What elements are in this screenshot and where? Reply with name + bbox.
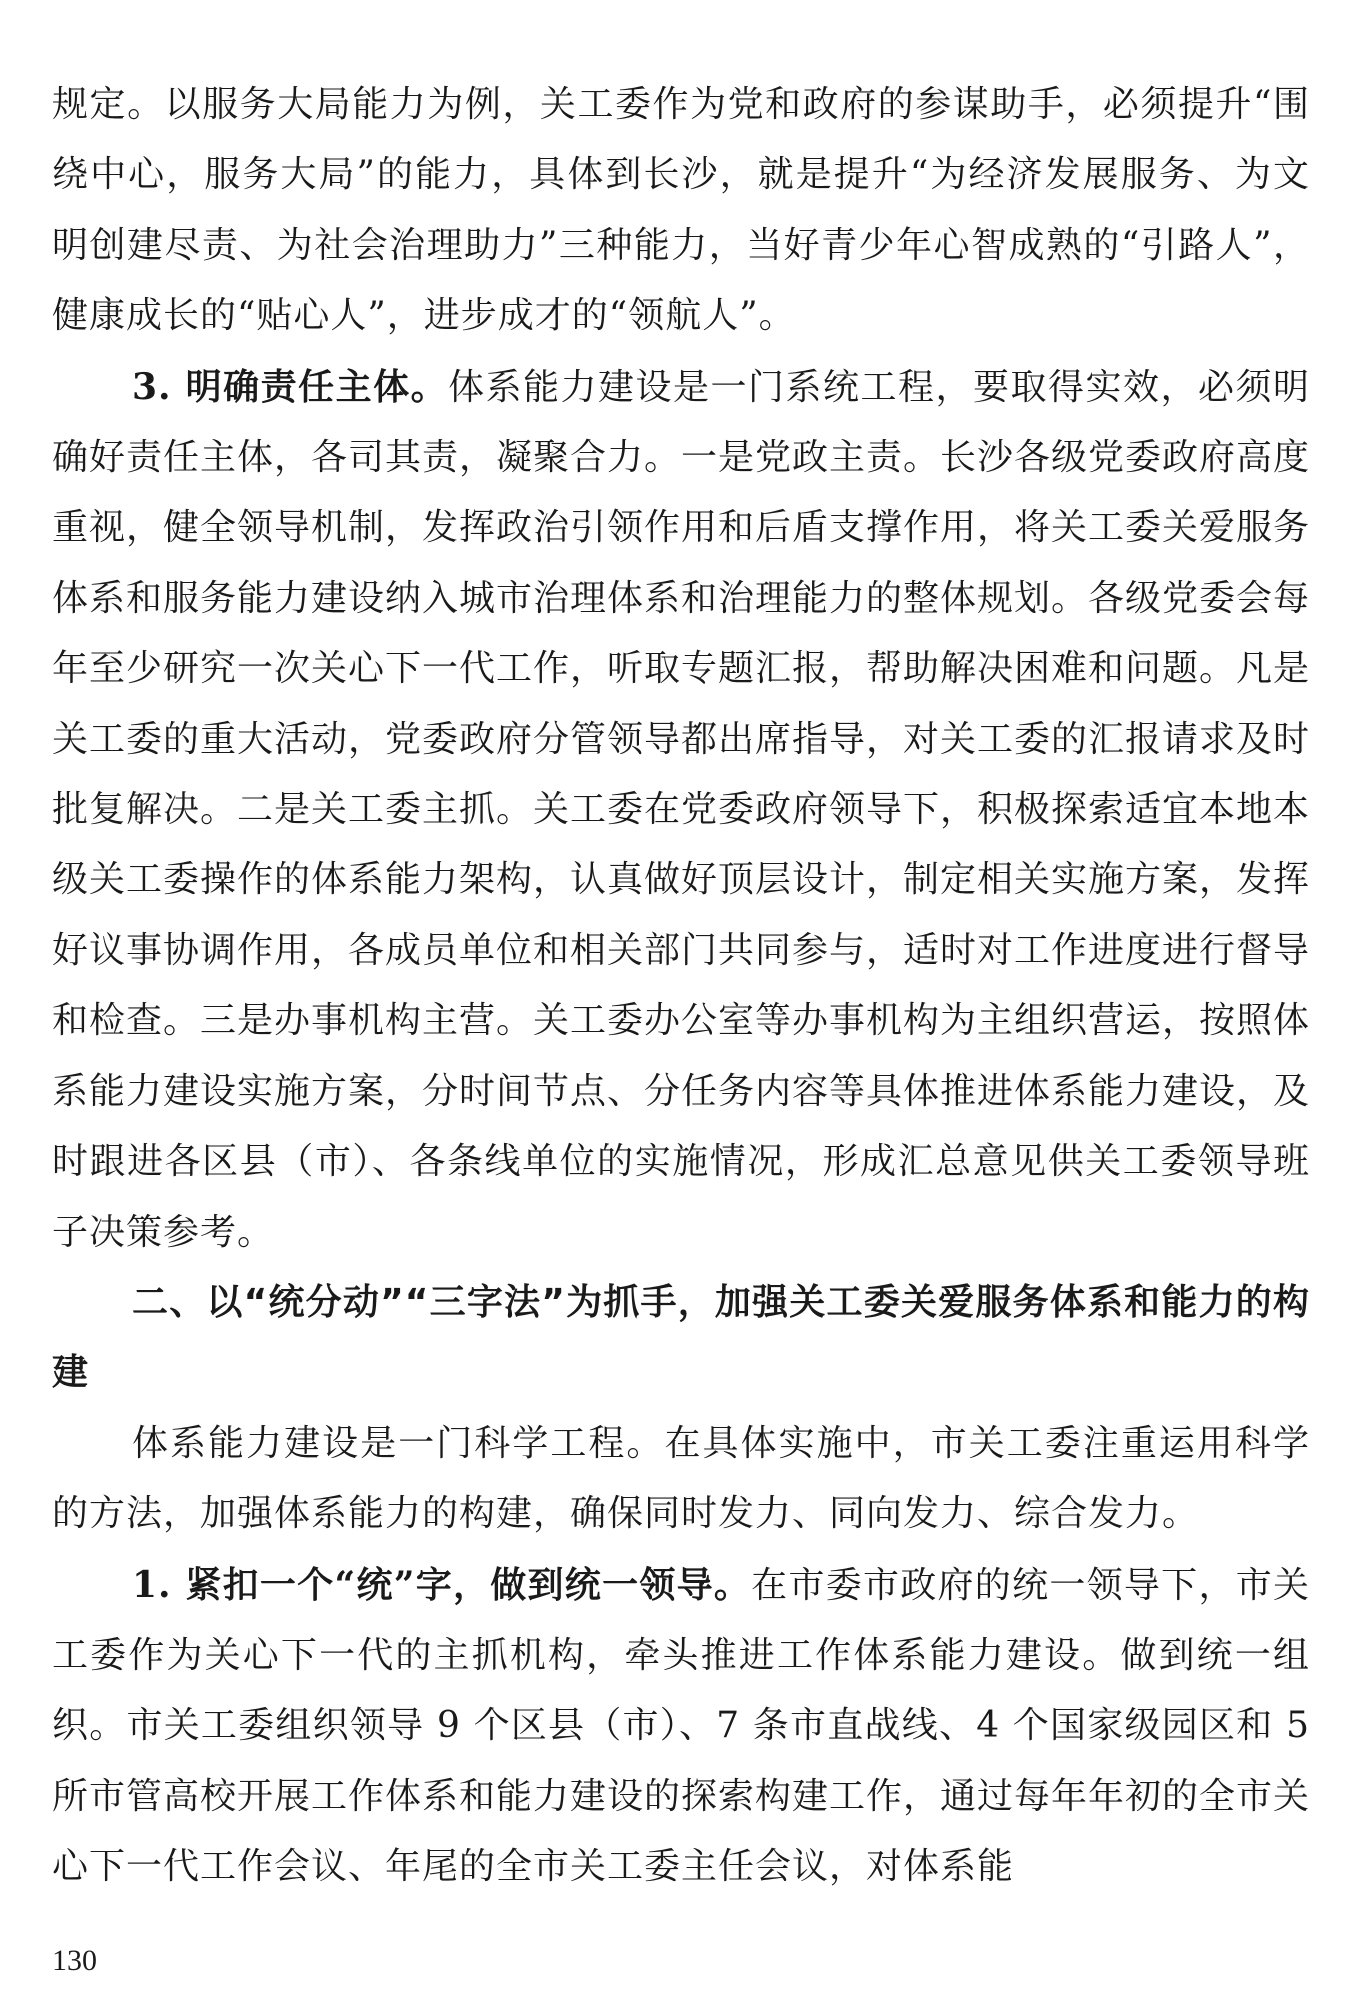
paragraph-unified-leadership bbox=[52, 1550, 1310, 1903]
paragraph-service-capability: 规定。以服务大局能力为例，关工委作为党和政府的参谋助手，必须提升“围绕中心，服务大局”的能力，具体到长沙，就是提升“为经济发展服务、为文明创建尽责、为社会治理助力”三种能力，当好青少年心智成熟的“引路人”，健康成长的“贴心人”，进步成才的“领航人”。 bbox=[52, 84, 1310, 337]
paragraph-body-unified: 在市委市政府的统一领导下，市关工委作为关心下一代的主抓机构，牵头推进工作体系能力建设。做到统一组织。市关工委组织领导 9 个区县（市）、7 条市直战线、4 个国家级园区和 5 所市管高校开展工作体系和能力建设的探索构建工作，通过每年年初的全市关心下一代工作会议、年尾的全市关工委主任会议，对体系能 bbox=[52, 1564, 1311, 1888]
paragraph-body-responsibility: 体系能力建设是一门系统工程，要取得实效，必须明确好责任主体，各司其责，凝聚合力。一是党政主责。长沙各级党委政府高度重视，健全领导机制，发挥政治引领作用和后盾支撑作用，将关工委关爱服务体系和服务能力建设纳入城市治理体系和治理能力的整体规划。各级党委会每年至少研究一次关心下一代工作，听取专题汇报，帮助解决困难和问题。凡是关工委的重大活动，党委政府分管领导都出席指导，对关工委的汇报请求及时批复解决。二是关工委主抓。关工委在党委政府领导下，积极探索适宜本地本级关工委操作的体系能力架构，认真做好顶层设计，制定相关实施方案，发挥好议事协调作用，各成员单位和相关部门共同参与，适时对工作进度进行督导和检查。三是办事机构主营。关工委办公室等办事机构为主组织营运，按照体系能力建设实施方案，分时间节点、分任务内容等具体推进体系能力建设，及时跟进各区县（市）、各条线单位的实施情况，形成汇总意见供关工委领导班子决策参考。 bbox=[52, 366, 1311, 1253]
paragraph-lead-responsibility: 3. 明确责任主体。 bbox=[132, 365, 449, 408]
paragraph-responsibility bbox=[52, 352, 1310, 1268]
paragraph-lead-unified: 1. 紧扣一个“统”字，做到统一领导。 bbox=[132, 1563, 752, 1606]
section-heading: 二、以“统分动”“三字法”为抓手，加强关工委关爱服务体系和能力的构建 bbox=[52, 1281, 1310, 1394]
page-number: 130 bbox=[52, 1944, 97, 1977]
paragraph-scientific-method: 体系能力建设是一门科学工程。在具体实施中，市关工委注重运用科学的方法，加强体系能力的构建，确保同时发力、同向发力、综合发力。 bbox=[52, 1422, 1310, 1535]
document-page bbox=[52, 70, 1310, 1903]
